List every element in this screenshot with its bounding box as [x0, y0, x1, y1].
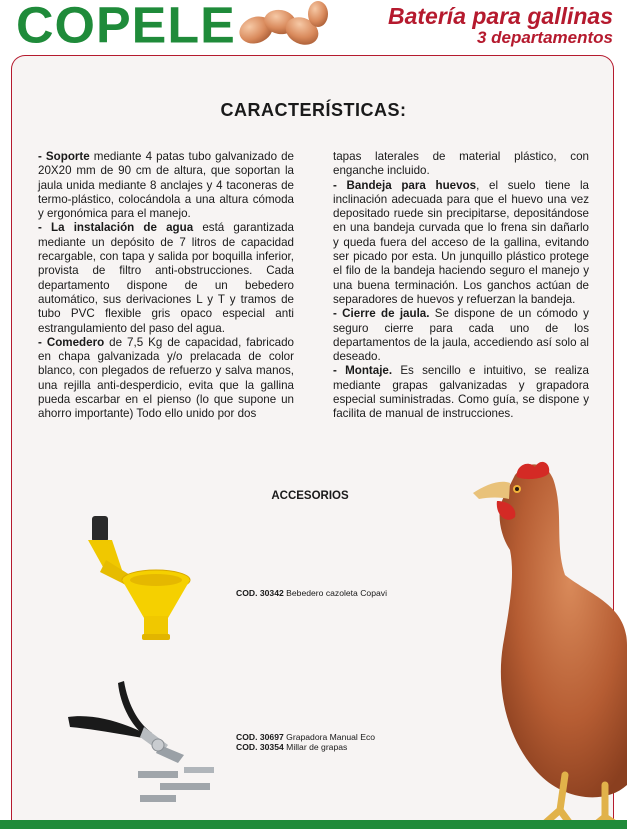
feature-water: - La instalación de agua está garantizada mediante un depósito de 7 litros de capacidad recargable, con tapa y salida por boquilla inferior, provista de filtro anti-obstrucciones. Cada departamento dispone de un bebedero automático, sus derivaciones L y T y tramos de tubo PVC flexible gris opaco especial anti estrangulamiento del paso del agua. [38, 221, 294, 335]
accessory-item: COD. 30342 Bebedero cazoleta Copavi [236, 588, 387, 598]
section-title: CARACTERÍSTICAS: [220, 100, 407, 120]
feature-cage-lock: - Cierre de jaula. Se dispone de un cómodo y seguro cierre para cada uno de los departamentos de la jaula, accediendo así solo al deseado. [333, 307, 589, 364]
stapler-image [64, 675, 224, 810]
accessories-heading: ACCESORIOS [271, 490, 349, 502]
features-left-column [38, 150, 294, 422]
brand-logo: COPELE [16, 0, 236, 55]
feature-feeder: - Comedero de 7,5 Kg de capacidad, fabricado en chapa galvanizada y/o prelacada de color blanco, con plegados de refuerzo y salva manos, una rejilla anti-desperdicio, evita que la gallina pueda escarbar en el pienso (lo que supone un ahorro importante) Todo ello unido por dos [38, 335, 294, 421]
document-subtitle: 3 departamentos [476, 28, 613, 47]
footer-bar [0, 820, 627, 829]
drinker-cup-image [78, 510, 198, 645]
feature-assembly: - Montaje. Es sencillo e intuitivo, se realiza mediante grapas galvanizadas y grapadora especial suministradas. Como guía, se dispone y facilita de manual de instrucciones. [333, 364, 589, 421]
feature-feeder-continued: tapas laterales de material plástico, con enganche incluido. [333, 150, 589, 178]
accessory-item: COD. 30354 Millar de grapas [236, 742, 348, 752]
feature-egg-tray: - Bandeja para huevos, el suelo tiene la inclinación adecuada para que el huevo una vez depositado ruede sin precipitarse, depositándose en una bandeja curvada que lo frena sin dañarlo y queda fuera del acceso de la gallina, evitando ser picado por esta. Un junquillo plástico protege el filo de la bandeja haciendo seguro el manejo y una buena terminación. Los ganchos actúan de separadores de huevos y refuerzan la bandeja. [333, 178, 589, 306]
feature-support: - Soporte mediante 4 patas tubo galvanizado de 20X20 mm de 90 cm de altura, que soportan la jaula unida mediante 8 anclajes y 4 taconeras de termo-plástico, colocándola a una altura cómoda y ergonómica para el manejo. [38, 150, 294, 221]
accessory-item: COD. 30697 Grapadora Manual Eco [236, 732, 376, 742]
features-right-column [333, 150, 589, 422]
header [0, 0, 627, 56]
hen-image [455, 455, 627, 827]
eggs-image [230, 0, 330, 48]
document-title: Batería para gallinas [388, 3, 613, 29]
